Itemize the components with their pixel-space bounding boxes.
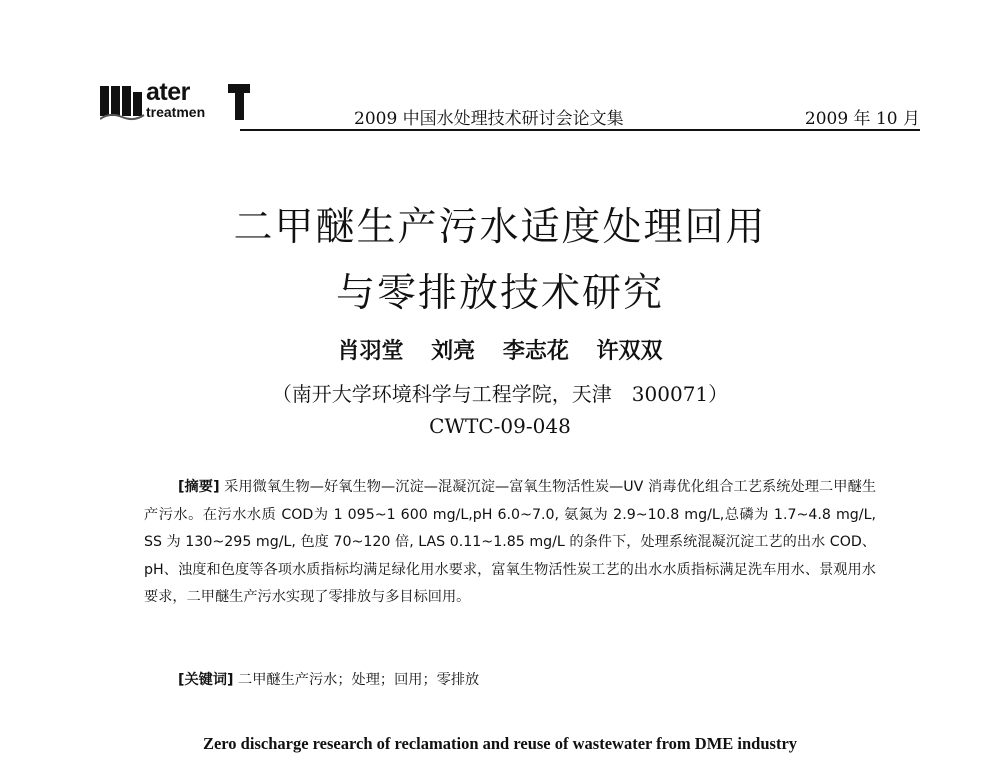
- page-header: [100, 76, 920, 132]
- w-logo-mark: [100, 86, 146, 122]
- affiliation: （南开大学环境科学与工程学院，天津 300071）: [271, 382, 729, 406]
- header-rule: [240, 129, 920, 131]
- author-name: 肖羽堂: [337, 338, 404, 364]
- keywords-text: 二甲醚生产污水；处理；回用；零排放: [238, 672, 480, 688]
- author-name: 刘亮: [431, 338, 476, 364]
- keywords: [178, 669, 479, 689]
- keywords-label: [关键词]: [178, 672, 234, 688]
- abstract: [144, 474, 876, 612]
- abstract-label: [摘要]: [178, 479, 220, 495]
- author-name: 许双双: [596, 338, 663, 364]
- author-list: [0, 334, 1000, 365]
- logo-text-line2: treatmen: [146, 104, 206, 120]
- author-name: 李志花: [502, 338, 569, 364]
- abstract-text: 采用微氧生物—好氧生物—沉淀—混凝沉淀—富氧生物活性炭—UV 消毒优化组合工艺系统处理二甲醚生产污水。在污水水质 COD为 1 095~1 600 mg/L,pH 6.0~7.0, 氨氮为 2.9~10.8 mg/L,总磷为 1.7~4.8 mg/L, SS 为 130~295 mg/L, 色度 70~120 倍, LAS 0.11~1.85 mg/L 的条件下，处理系统混凝沉淀工艺的出水 COD、pH、浊度和色度等各项水质指标均满足绿化用水要求，富氧生物活性炭工艺的出水水质指标满足洗车用水、景观用水要求，二甲醚生产污水实现了零排放与多目标回用。: [144, 479, 877, 605]
- publication-date: 2009 年 10 月: [804, 109, 920, 129]
- water-treatment-logo: [100, 80, 250, 124]
- paper-title-line2: 与零排放技术研究: [335, 271, 664, 316]
- t-logo-mark: [228, 84, 250, 120]
- paper-code: CWTC-09-048: [429, 414, 571, 438]
- paper-title-line1: 二甲醚生产污水适度处理回用: [233, 205, 767, 250]
- english-title: Zero discharge research of reclamation and reuse of wastewater from DME industry: [202, 734, 798, 753]
- conference-name: 2009 中国水处理技术研讨会论文集: [354, 109, 624, 129]
- logo-text-line1: ater: [146, 78, 190, 106]
